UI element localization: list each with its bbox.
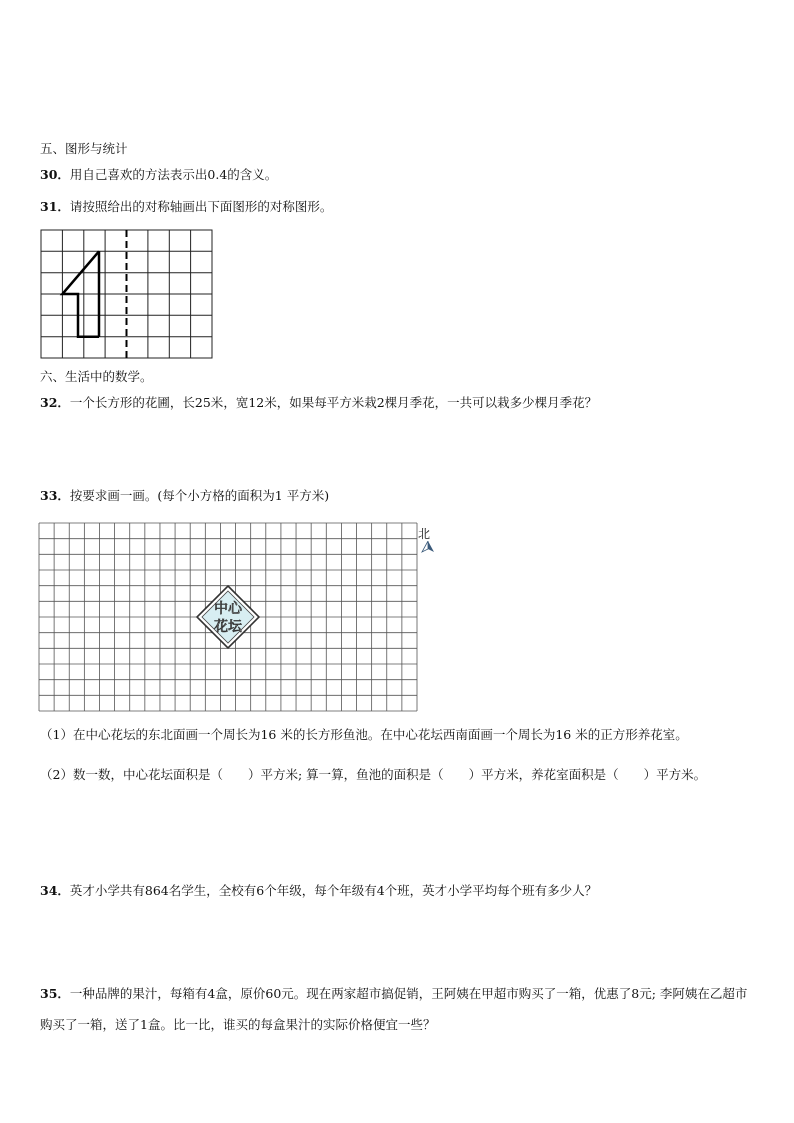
flowerbed-label-line2: 花坛 (214, 619, 242, 635)
map-grid (38, 522, 418, 712)
central-flowerbed (197, 586, 259, 648)
north-label: 北 (418, 527, 431, 541)
question-34-text: 英才小学共有864名学生，全校有6个年级，每个年级有4个班，英才小学平均每个班有多少人？ (69, 883, 598, 898)
question-32 (40, 395, 597, 411)
question-33-part-1: （1）在中心花坛的东北面画一个周长为16 米的长方形鱼池。在中心花坛西南面画一个周长为16 米的正方形养花室。 (40, 727, 688, 742)
question-30 (40, 167, 277, 183)
question-33-number: 33． (40, 488, 70, 503)
section-6-heading: 六、生活中的数学。 (40, 369, 153, 384)
flowerbed-label-line1: 中心 (214, 601, 242, 617)
question-31-number: 31． (40, 199, 70, 214)
question-34 (40, 883, 597, 899)
central-flowerbed-inner (202, 591, 254, 643)
question-30-number: 30． (40, 167, 70, 182)
section-5-heading: 五、图形与统计 (40, 141, 128, 156)
question-32-number: 32． (40, 395, 70, 410)
question-31 (40, 199, 332, 215)
question-33-part-2: （2）数一数，中心花坛面积是（ ）平方米; 算一算，鱼池的面积是（ ）平方米，养花室面积是（ ）平方米。 (40, 767, 707, 782)
question-33-text: 按要求画一画。(每个小方格的面积为1 平方米) (69, 488, 330, 503)
symmetry-grid (40, 229, 214, 361)
question-31-text: 请按照给出的对称轴画出下面图形的对称图形。 (69, 199, 333, 214)
question-35 (40, 978, 756, 1040)
question-34-number: 34． (40, 883, 70, 898)
question-35-text: 一种品牌的果汁，每箱有4盒，原价60元。现在两家超市搞促销，王阿姨在甲超市购买了一箱，优惠了8元; 李阿姨在乙超市购买了一箱，送了1盒。比一比，谁买的每盒果汁的实际价格便宜一些？ (40, 986, 748, 1032)
question-30-text: 用自己喜欢的方法表示出0.4的含义。 (69, 167, 278, 182)
north-arrow-icon (421, 541, 435, 553)
question-33 (40, 488, 329, 504)
question-35-number: 35． (40, 986, 70, 1001)
question-32-text: 一个长方形的花圃，长25米，宽12米，如果每平方米栽2棵月季花，一共可以栽多少棵月季花？ (69, 395, 598, 410)
